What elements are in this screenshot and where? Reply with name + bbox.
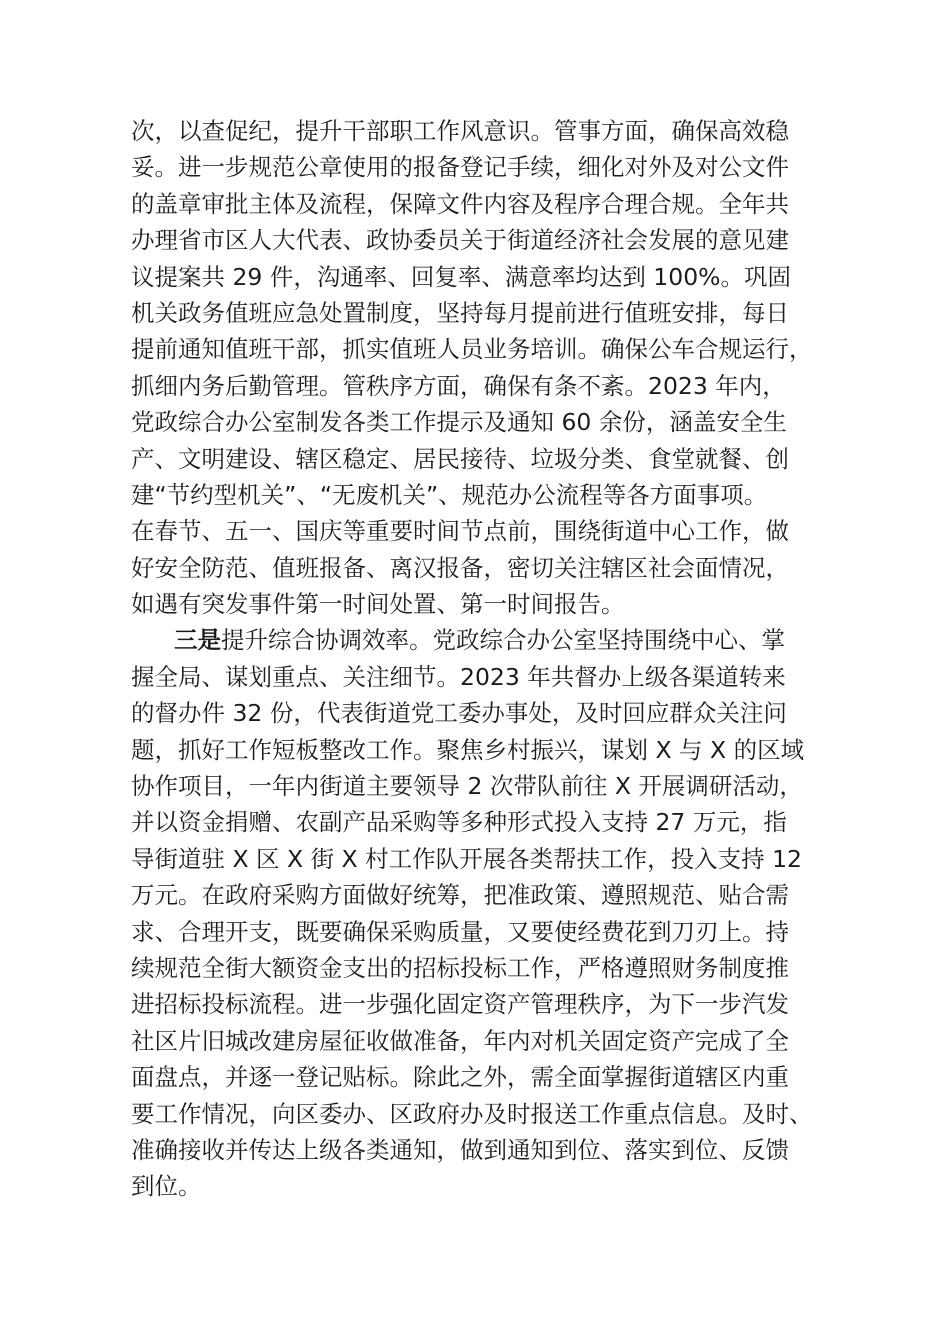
text-line: 议提案共 29 件，沟通率、回复率、满意率均达到 100%。巩固 <box>131 262 791 291</box>
text-line: 抓细内务后勤管理。管秩序方面，确保有条不紊。2023 年内， <box>131 371 786 400</box>
text-line: 办理省市区人大代表、政协委员关于街道经济社会发展的意见建 <box>131 226 789 255</box>
text-line: 在春节、五一、国庆等重要时间节点前，围绕街道中心工作，做 <box>131 517 789 546</box>
text-line: 准确接收并传达上级各类通知，做到通知到位、落实到位、反馈 <box>131 1135 789 1164</box>
paragraph-1 <box>131 113 871 622</box>
text-line: 续规范全街大额资金支出的招标投标工作，严格遵照财务制度推 <box>131 953 789 982</box>
text-line: 社区片旧城改建房屋征收做准备，年内对机关固定资产完成了全 <box>131 1026 789 1055</box>
text-line: 并以资金捐赠、农副产品采购等多种形式投入支持 27 万元，指 <box>131 808 787 837</box>
text-line: 次，以查促纪，提升干部职工作风意识。管事方面，确保高效稳 <box>131 117 789 145</box>
text-line: 提前通知值班干部，抓实值班人员业务培训。确保公车合规运行， <box>131 335 813 364</box>
text-line: 的盖章审批主体及流程，保障文件内容及程序合理合规。全年共 <box>131 189 789 218</box>
text-line: 机关政务值班应急处置制度，坚持每月提前进行值班安排，每日 <box>131 298 789 327</box>
text-line: 面盘点，并逐一登记贴标。除此之外，需全面掌握街道辖区内重 <box>131 1063 789 1092</box>
text-line: 的督办件 32 份，代表街道党工委办事处，及时回应群众关注问 <box>131 699 787 728</box>
text-line: 好安全防范、值班报备、离汉报备，密切关注辖区社会面情况， <box>131 553 789 582</box>
text-line: 求、合理开支，既要确保采购质量，又要使经费花到刀刃上。持 <box>131 917 789 946</box>
text-line: 题，抓好工作短板整改工作。聚焦乡村振兴，谋划 X 与 X 的区域 <box>131 735 805 764</box>
text-line: 协作项目，一年内街道主要领导 2 次带队前往 X 开展调研活动， <box>131 772 803 801</box>
text-line: 到位。 <box>131 1172 202 1201</box>
text-line: 导街道驻 X 区 X 街 X 村工作队开展各类帮扶工作，投入支持 12 <box>131 844 802 873</box>
document-body <box>131 113 871 1205</box>
text-line: 要工作情况，向区委办、区政府办及时报送工作重点信息。及时、 <box>131 1099 813 1128</box>
text-line: 握全局、谋划重点、关注细节。2023 年共督办上级各渠道转来 <box>131 662 786 691</box>
text-line: 妥。进一步规范公章使用的报备登记手续，细化对外及对公文件 <box>131 153 789 182</box>
text-line-rest: 提升综合协调效率。党政综合办公室坚持围绕中心、掌 <box>221 626 785 655</box>
paragraph-2 <box>131 622 871 1204</box>
text-line: 建“节约型机关”、“无废机关”、规范办公流程等各方面事项。 <box>131 480 768 509</box>
text-line: 进招标投标流程。进一步强化固定资产管理秩序，为下一步汽发 <box>131 990 789 1019</box>
paragraph-lead-bold: 三是 <box>174 626 221 655</box>
text-line: 党政综合办公室制发各类工作提示及通知 60 余份，涵盖安全生 <box>131 408 787 437</box>
paragraph-first-line <box>131 622 871 658</box>
text-line: 如遇有突发事件第一时间处置、第一时间报告。 <box>131 590 625 619</box>
text-line: 万元。在政府采购方面做好统筹，把准政策、遵照规范、贴合需 <box>131 881 789 910</box>
text-line: 产、文明建设、辖区稳定、居民接待、垃圾分类、食堂就餐、创 <box>131 444 789 473</box>
